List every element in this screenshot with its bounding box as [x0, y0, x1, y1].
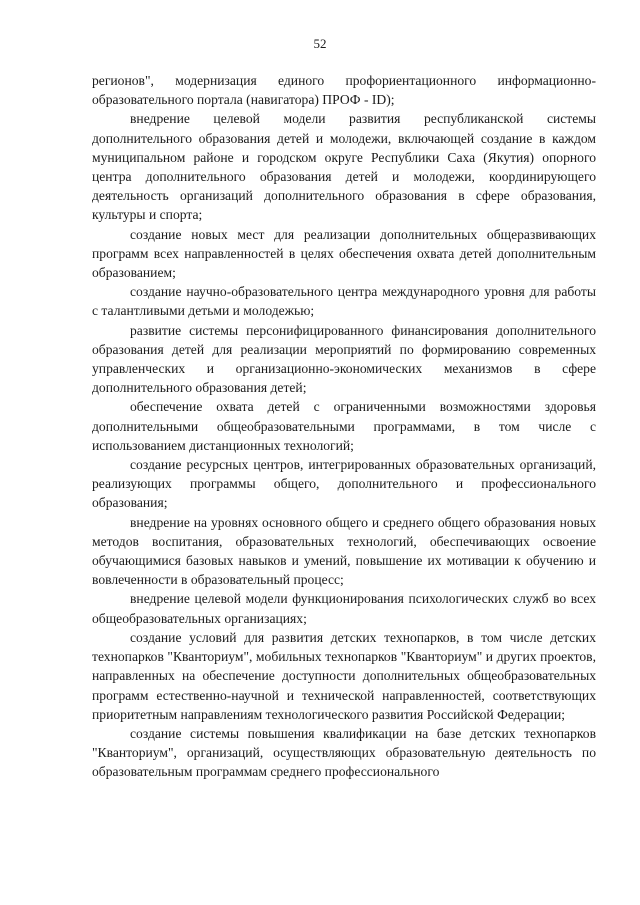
- paragraph: обеспечение охвата детей с ограниченными возможностями здоровья дополнительными общеобразовательными программами, в том числе с использованием дистанционных технологий;: [92, 399, 596, 453]
- paragraph: внедрение на уровнях основного общего и среднего общего образования новых методов воспитания, образовательных технологий, обеспечивающих освоение обучающимися базовых навыков и умений, повышение их мотивации к обучению и вовлеченности в образовательный процесс;: [92, 514, 596, 588]
- body-text: [92, 71, 596, 782]
- paragraph: создание ресурсных центров, интегрированных образовательных организаций, реализующих программы общего, дополнительного и профессионального образования;: [92, 457, 596, 511]
- page-number: 52: [313, 36, 327, 51]
- paragraph: создание научно-образовательного центра международного уровня для работы с талантливыми детьми и молодежью;: [92, 284, 596, 319]
- paragraph: создание новых мест для реализации дополнительных общеразвивающих программ всех направленностей в целях обеспечения охвата детей дополнительным образованием;: [92, 226, 596, 281]
- paragraph: создание условий для развития детских технопарков, в том числе детских технопарков "Кванториум", мобильных технопарков "Кванториум" и других проектов, направленных на обеспечение доступности дополнительных общеобразовательных программ естественно-научной и технической направленностей, соответствующих приоритетным направлениям технологического развития Российской Федерации;: [92, 629, 596, 722]
- paragraph-continuation: регионов", модернизация единого профориентационного информационно-образовательного портала (навигатора) ПРОФ - ID);: [92, 73, 596, 108]
- paragraph: создание системы повышения квалификации на базе детских технопарков "Кванториум", организаций, осуществляющих образовательную деятельность по образовательным программам среднего профессионального: [92, 725, 596, 780]
- paragraph: развитие системы персонифицированного финансирования дополнительного образования детей для реализации мероприятий по формированию современных управленческих и организационно-экономических механизмов в сфере дополнительного образования детей;: [92, 322, 596, 396]
- paragraph: внедрение целевой модели развития республиканской системы дополнительного образования детей и молодежи, включающей создание в каждом муниципальном районе и городском округе Республики Саха (Якутия) опорного центра дополнительного образования детей и молодежи, координирующего деятельность организаций дополнительного образования в сфере образования, культуры и спорта;: [92, 111, 596, 223]
- paragraph: внедрение целевой модели функционирования психологических служб во всех общеобразовательных организациях;: [92, 591, 596, 626]
